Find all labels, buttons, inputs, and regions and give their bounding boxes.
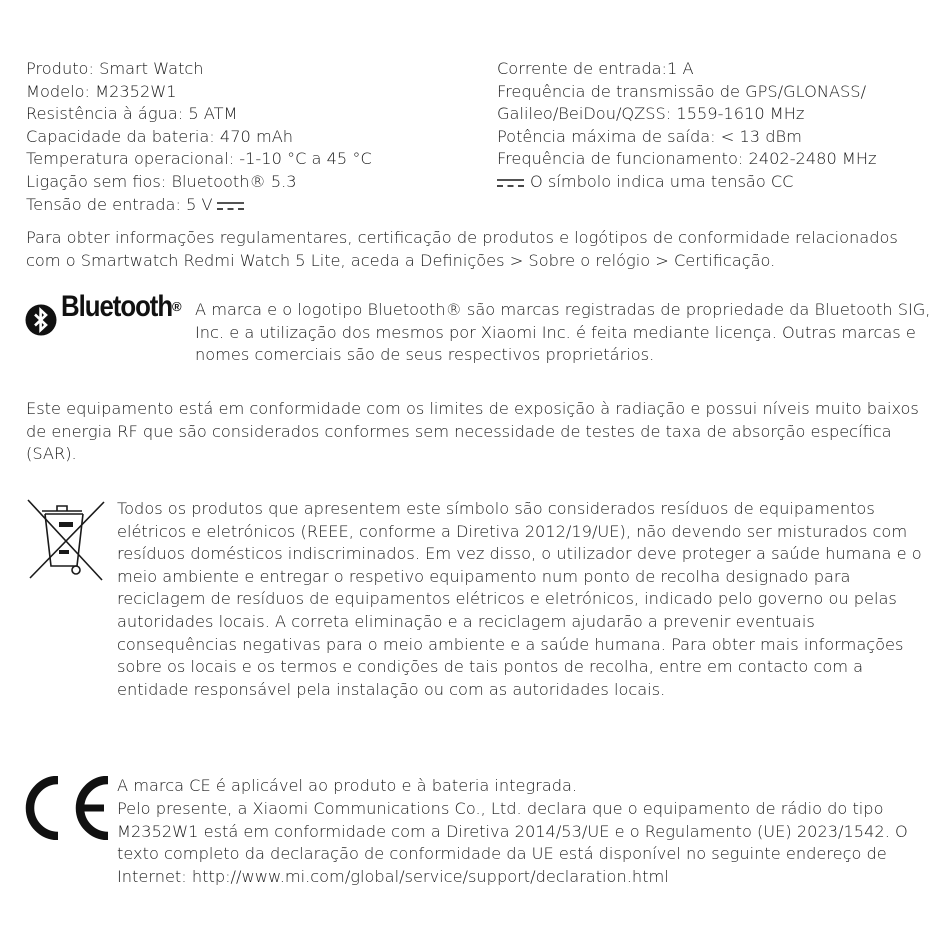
spec-max-output-power: Potência máxima de saída: < 13 dBm: [497, 126, 802, 146]
spec-water-resistance: Resistência à água: 5 ATM: [26, 104, 238, 124]
specs-left: [26, 58, 372, 216]
ce-line1: A marca CE é aplicável ao produto e à bateria integrada.: [117, 776, 578, 795]
bluetooth-trademark-text: A marca e o logotipo Bluetooth® são marcas registradas de propriedade da Bluetooth SIG, Inc. e a utilização dos mesmos por Xiaomi Inc. é feita mediante licença. Outras marcas e nomes comerciais são de seus respectivos proprietários.: [195, 300, 931, 365]
ce-mark-icon: [24, 776, 112, 840]
weee-crossed-bin-icon: [26, 498, 106, 582]
spec-dc-legend: [497, 171, 877, 194]
bluetooth-logo: [25, 290, 191, 338]
dc-symbol-icon: [497, 178, 524, 188]
bluetooth-wordmark: Bluetooth: [61, 290, 173, 323]
spec-wireless: Ligação sem fios: Bluetooth® 5.3: [26, 171, 297, 191]
weee-text: Todos os produtos que apresentem este símbolo são considerados resíduos de equipamentos elétricos e eletrónicos (REEE, conforme a Diretiva 2012/19/UE), não devendo ser misturados com resíduos domésticos indiscriminados. Em vez disso, o utilizador deve proteger a saúde humana e o meio ambiente e entregar o respetivo equipamento num ponto de recolha designado para reciclagem de resíduos de equipamentos elétricos e eletrónicos, indicado pelo governo ou pelas autoridades locais. A correta eliminação e a reciclagem ajudarão a prevenir eventuais consequências negativas para o meio ambiente e a saúde humana. Para obter mais informações sobre os locais e os termos e condições de tais pontos de recolha, entre em contacto com a entidade responsável pela instalação ou com as autoridades locais.: [117, 499, 922, 699]
spec-gps-frequency: Frequência de transmissão de GPS/GLONASS/: [497, 81, 867, 101]
dc-legend-text: O símbolo indica uma tensão CC: [530, 171, 794, 191]
dc-symbol-icon: [217, 201, 244, 211]
spec-input-voltage-row: [26, 194, 372, 217]
spec-input-current: Corrente de entrada:1 A: [497, 59, 694, 78]
sar-text: Este equipamento está em conformidade com os limites de exposição à radiação e possui níveis muito baixos de energia RF que são considerados conformes sem necessidade de testes de taxa de absorção específica (SAR).: [26, 399, 919, 464]
spec-operating-temperature: Temperatura operacional: -1-10 °C a 45 °C: [26, 149, 372, 169]
spec-model: Modelo: M2352W1: [26, 81, 177, 101]
spec-gps-frequency-cont: Galileo/BeiDou/QZSS: 1559-1610 MHz: [497, 104, 805, 124]
bluetooth-icon: [25, 304, 57, 336]
spec-product: Produto: Smart Watch: [26, 59, 204, 78]
spec-operating-frequency: Frequência de funcionamento: 2402-2480 MHz: [497, 149, 877, 169]
spec-battery-capacity: Capacidade da bateria: 470 mAh: [26, 126, 294, 146]
regulatory-info: Para obter informações regulamentares, certificação de produtos e logótipos de conformidade relacionados com o Smartwatch Redmi Watch 5 Lite, aceda a Definições > Sobre o relógio > Certificação.: [26, 228, 898, 270]
bluetooth-registered-mark: ®: [172, 299, 182, 314]
ce-declaration-text: Pelo presente, a Xiaomi Communications Co., Ltd. declara que o equipamento de rádio do tipo M2352W1 está em conformidade com a Diretiva 2014/53/UE e o Regulamento (UE) 2023/1542. O texto completo da declaração de conformidade da UE está disponível no seguinte endereço de Internet: http://www.mi.com/global/service/support/declaration.html: [117, 799, 908, 886]
spec-input-voltage: Tensão de entrada: 5 V: [26, 194, 213, 214]
specs-right: [497, 58, 877, 194]
